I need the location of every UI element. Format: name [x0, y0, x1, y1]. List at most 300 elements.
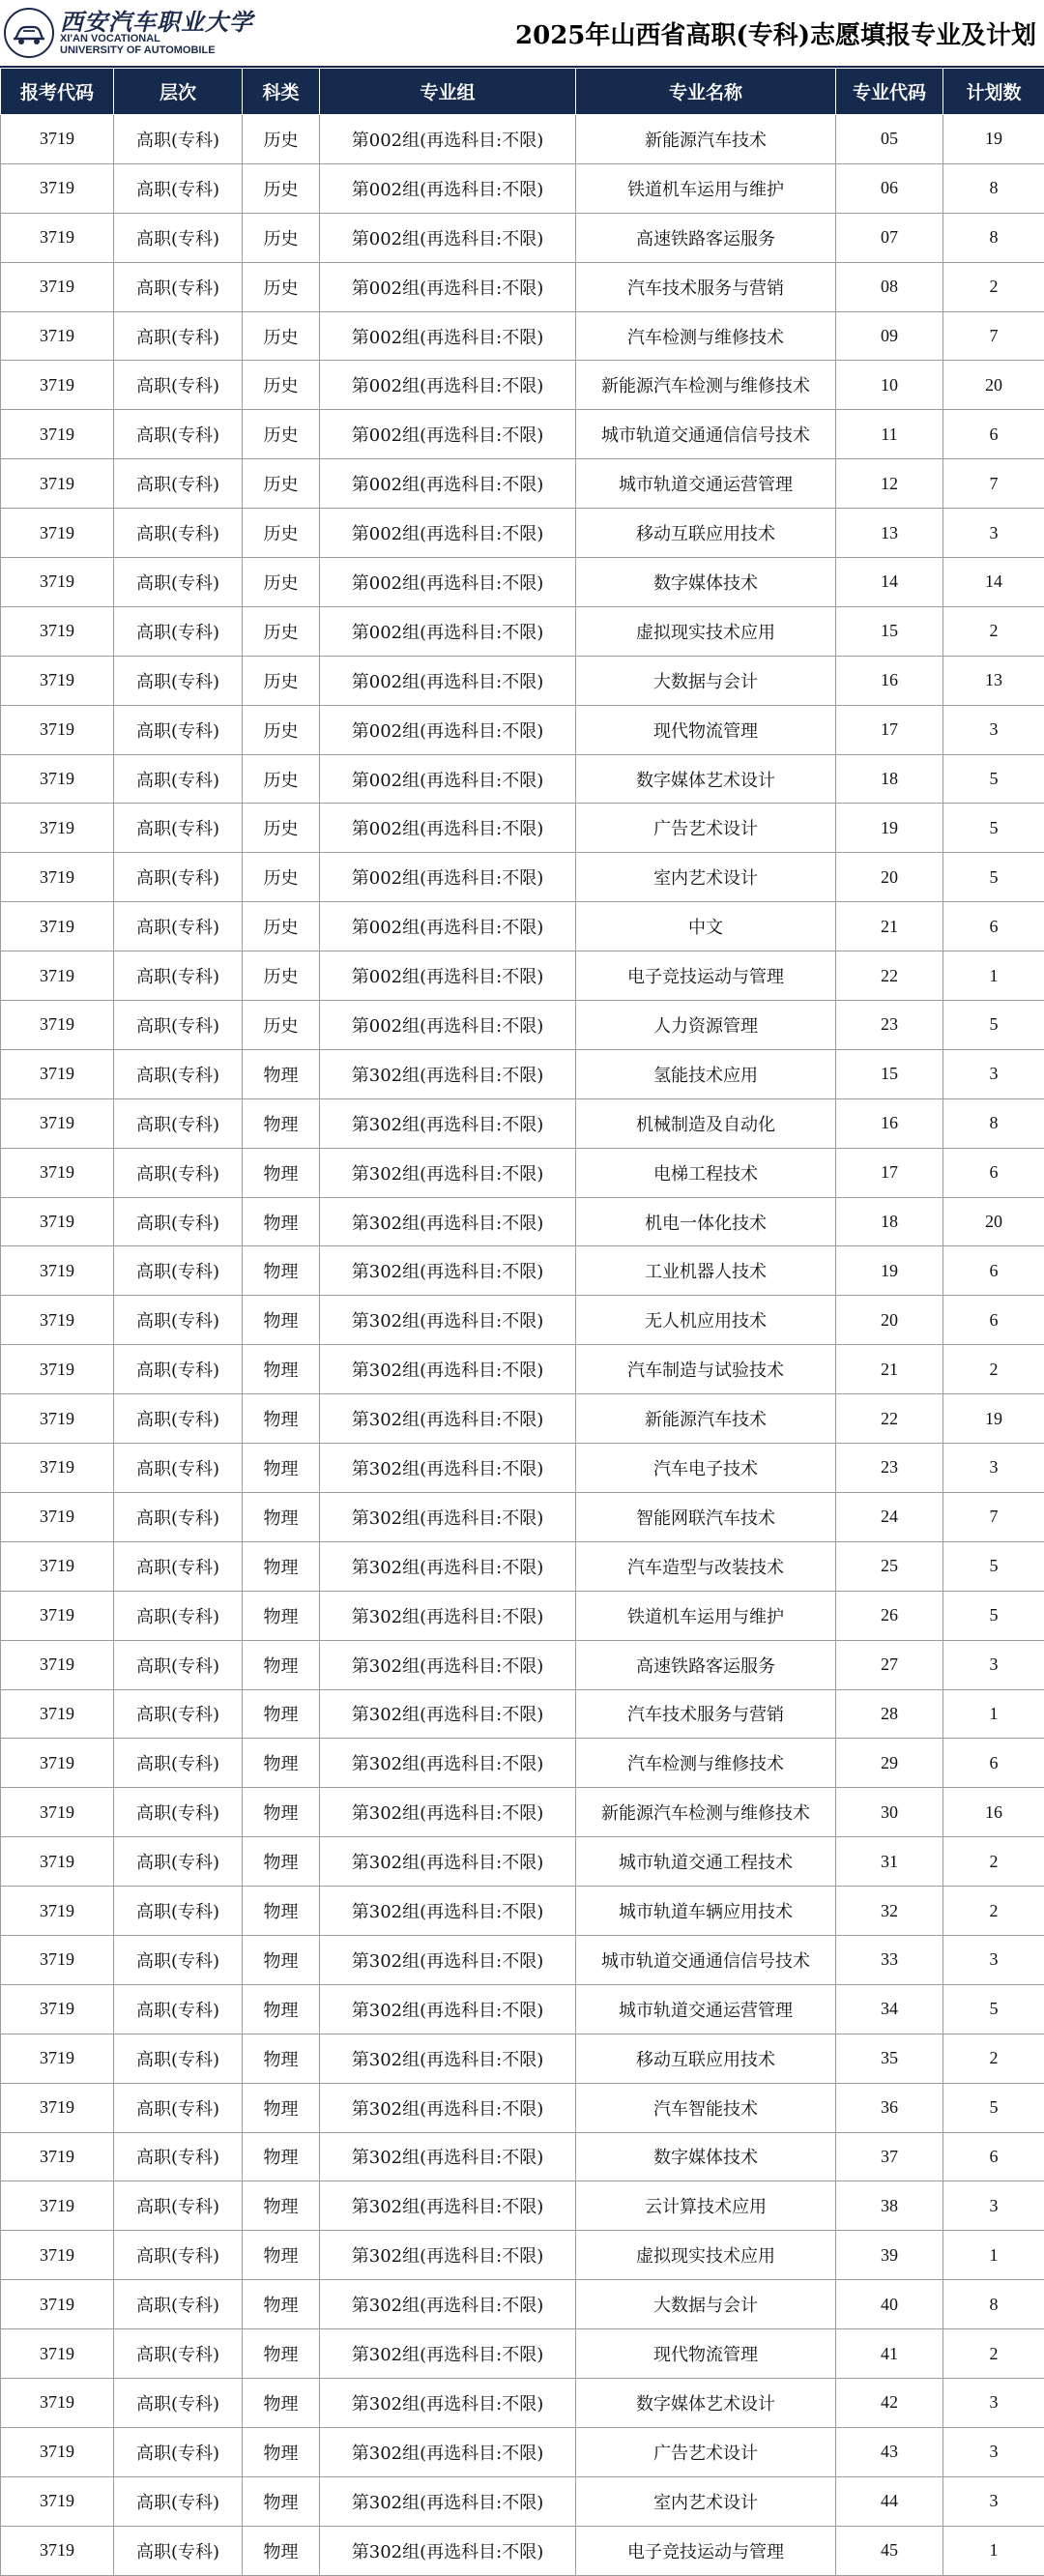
major-group-cell: 第302组(再选科目:不限) — [320, 2231, 576, 2280]
major-group-cell: 第002组(再选科目:不限) — [320, 853, 576, 902]
level-cell: 高职(专科) — [114, 1739, 243, 1788]
subject-track-cell: 历史 — [243, 509, 320, 558]
table-row — [1, 311, 1044, 361]
major-group-cell: 第302组(再选科目:不限) — [320, 2427, 576, 2476]
application-code-cell: 3719 — [1, 2083, 114, 2132]
major-code-cell: 22 — [836, 951, 943, 1001]
major-code-cell: 23 — [836, 1444, 943, 1493]
level-cell: 高职(专科) — [114, 1394, 243, 1444]
major-name-cell: 城市轨道交通运营管理 — [576, 1984, 836, 2034]
table-row — [1, 853, 1044, 902]
table-body — [1, 115, 1044, 2576]
major-name-cell: 高速铁路客运服务 — [576, 1640, 836, 1689]
table-row — [1, 902, 1044, 951]
level-cell: 高职(专科) — [114, 2280, 243, 2329]
major-group-cell: 第302组(再选科目:不限) — [320, 1197, 576, 1246]
table-row — [1, 1001, 1044, 1050]
level-cell: 高职(专科) — [114, 115, 243, 164]
application-code-cell: 3719 — [1, 1444, 114, 1493]
major-code-cell: 12 — [836, 459, 943, 509]
subject-track-cell: 物理 — [243, 1541, 320, 1591]
plan-count-cell: 3 — [943, 1049, 1044, 1098]
subject-track-cell: 历史 — [243, 1001, 320, 1050]
level-cell: 高职(专科) — [114, 1984, 243, 2034]
application-code-cell: 3719 — [1, 361, 114, 410]
application-code-cell: 3719 — [1, 2034, 114, 2083]
column-header-subject-track: 科类 — [243, 69, 320, 115]
major-group-cell: 第002组(再选科目:不限) — [320, 606, 576, 656]
major-name-cell: 新能源汽车技术 — [576, 1394, 836, 1444]
major-name-cell: 无人机应用技术 — [576, 1296, 836, 1345]
subject-track-cell: 物理 — [243, 1935, 320, 1984]
major-group-cell: 第302组(再选科目:不限) — [320, 1345, 576, 1394]
plan-count-cell: 6 — [943, 902, 1044, 951]
major-name-cell: 工业机器人技术 — [576, 1246, 836, 1296]
subject-track-cell: 历史 — [243, 213, 320, 262]
application-code-cell: 3719 — [1, 754, 114, 804]
major-group-cell: 第302组(再选科目:不限) — [320, 2132, 576, 2181]
table-row — [1, 2329, 1044, 2379]
major-name-cell: 氢能技术应用 — [576, 1049, 836, 1098]
plan-count-cell: 8 — [943, 213, 1044, 262]
level-cell: 高职(专科) — [114, 804, 243, 853]
major-name-cell: 现代物流管理 — [576, 705, 836, 754]
subject-track-cell: 物理 — [243, 2476, 320, 2526]
plan-count-cell: 19 — [943, 1394, 1044, 1444]
plan-count-cell: 1 — [943, 2231, 1044, 2280]
major-group-cell: 第002组(再选科目:不限) — [320, 311, 576, 361]
major-code-cell: 23 — [836, 1001, 943, 1050]
level-cell: 高职(专科) — [114, 311, 243, 361]
subject-track-cell: 物理 — [243, 1296, 320, 1345]
major-group-cell: 第302组(再选科目:不限) — [320, 1640, 576, 1689]
subject-track-cell: 物理 — [243, 1837, 320, 1887]
application-code-cell: 3719 — [1, 1492, 114, 1541]
application-code-cell: 3719 — [1, 606, 114, 656]
level-cell: 高职(专科) — [114, 2526, 243, 2575]
application-code-cell: 3719 — [1, 1148, 114, 1197]
plan-count-cell: 5 — [943, 853, 1044, 902]
major-code-cell: 20 — [836, 853, 943, 902]
plan-count-cell: 19 — [943, 115, 1044, 164]
major-code-cell: 26 — [836, 1591, 943, 1640]
subject-track-cell: 物理 — [243, 1640, 320, 1689]
plan-count-cell: 3 — [943, 1640, 1044, 1689]
major-code-cell: 32 — [836, 1887, 943, 1936]
level-cell: 高职(专科) — [114, 2231, 243, 2280]
subject-track-cell: 物理 — [243, 1739, 320, 1788]
application-code-cell: 3719 — [1, 1541, 114, 1591]
major-code-cell: 45 — [836, 2526, 943, 2575]
application-code-cell: 3719 — [1, 213, 114, 262]
subject-track-cell: 物理 — [243, 1689, 320, 1739]
major-name-cell: 广告艺术设计 — [576, 2427, 836, 2476]
major-code-cell: 25 — [836, 1541, 943, 1591]
major-group-cell: 第002组(再选科目:不限) — [320, 509, 576, 558]
subject-track-cell: 物理 — [243, 1984, 320, 2034]
level-cell: 高职(专科) — [114, 2427, 243, 2476]
level-cell: 高职(专科) — [114, 853, 243, 902]
major-group-cell: 第302组(再选科目:不限) — [320, 2329, 576, 2379]
major-code-cell: 15 — [836, 606, 943, 656]
table-row — [1, 410, 1044, 459]
level-cell: 高职(专科) — [114, 2378, 243, 2427]
major-group-cell: 第302组(再选科目:不限) — [320, 1984, 576, 2034]
application-code-cell: 3719 — [1, 2280, 114, 2329]
subject-track-cell: 物理 — [243, 2132, 320, 2181]
application-code-cell: 3719 — [1, 1788, 114, 1837]
application-code-cell: 3719 — [1, 2476, 114, 2526]
application-code-cell: 3719 — [1, 2378, 114, 2427]
subject-track-cell: 物理 — [243, 1788, 320, 1837]
application-code-cell: 3719 — [1, 1591, 114, 1640]
major-name-cell: 新能源汽车检测与维修技术 — [576, 361, 836, 410]
major-code-cell: 14 — [836, 558, 943, 607]
major-code-cell: 13 — [836, 509, 943, 558]
major-code-cell: 24 — [836, 1492, 943, 1541]
major-group-cell: 第002组(再选科目:不限) — [320, 163, 576, 213]
plan-count-cell: 7 — [943, 1492, 1044, 1541]
subject-track-cell: 物理 — [243, 2378, 320, 2427]
subject-track-cell: 历史 — [243, 115, 320, 164]
application-code-cell: 3719 — [1, 1345, 114, 1394]
plan-count-cell: 2 — [943, 2329, 1044, 2379]
level-cell: 高职(专科) — [114, 656, 243, 705]
car-emblem-icon — [4, 8, 54, 58]
plan-count-cell: 6 — [943, 2132, 1044, 2181]
major-code-cell: 17 — [836, 1148, 943, 1197]
subject-track-cell: 历史 — [243, 606, 320, 656]
application-code-cell: 3719 — [1, 459, 114, 509]
major-name-cell: 城市轨道交通通信信号技术 — [576, 1935, 836, 1984]
subject-track-cell: 历史 — [243, 853, 320, 902]
major-group-cell: 第302组(再选科目:不限) — [320, 2476, 576, 2526]
table-row — [1, 1049, 1044, 1098]
subject-track-cell: 物理 — [243, 2427, 320, 2476]
table-row — [1, 2181, 1044, 2231]
table-row — [1, 1984, 1044, 2034]
major-code-cell: 37 — [836, 2132, 943, 2181]
level-cell: 高职(专科) — [114, 558, 243, 607]
subject-track-cell: 物理 — [243, 1098, 320, 1148]
major-group-cell: 第302组(再选科目:不限) — [320, 1296, 576, 1345]
table-row — [1, 1591, 1044, 1640]
level-cell: 高职(专科) — [114, 1935, 243, 1984]
major-code-cell: 33 — [836, 1935, 943, 1984]
major-code-cell: 08 — [836, 262, 943, 311]
major-group-cell: 第302组(再选科目:不限) — [320, 2083, 576, 2132]
application-code-cell: 3719 — [1, 2132, 114, 2181]
subject-track-cell: 物理 — [243, 2181, 320, 2231]
major-group-cell: 第302组(再选科目:不限) — [320, 1837, 576, 1887]
table-row — [1, 1148, 1044, 1197]
major-code-cell: 20 — [836, 1296, 943, 1345]
table-row — [1, 656, 1044, 705]
major-name-cell: 室内艺术设计 — [576, 853, 836, 902]
plan-count-cell: 5 — [943, 804, 1044, 853]
table-row — [1, 1935, 1044, 1984]
major-group-cell: 第302组(再选科目:不限) — [320, 1148, 576, 1197]
major-code-cell: 16 — [836, 656, 943, 705]
major-name-cell: 高速铁路客运服务 — [576, 213, 836, 262]
major-code-cell: 05 — [836, 115, 943, 164]
plan-count-cell: 3 — [943, 1935, 1044, 1984]
major-group-cell: 第302组(再选科目:不限) — [320, 1887, 576, 1936]
table-row — [1, 115, 1044, 164]
application-code-cell: 3719 — [1, 1837, 114, 1887]
subject-track-cell: 物理 — [243, 1492, 320, 1541]
major-name-cell: 汽车技术服务与营销 — [576, 1689, 836, 1739]
level-cell: 高职(专科) — [114, 1296, 243, 1345]
plan-count-cell: 1 — [943, 2526, 1044, 2575]
plan-count-cell: 5 — [943, 1591, 1044, 1640]
application-code-cell: 3719 — [1, 1739, 114, 1788]
major-group-cell: 第002组(再选科目:不限) — [320, 410, 576, 459]
subject-track-cell: 物理 — [243, 1394, 320, 1444]
plan-count-cell: 2 — [943, 1887, 1044, 1936]
major-group-cell: 第002组(再选科目:不限) — [320, 213, 576, 262]
plan-count-cell: 5 — [943, 754, 1044, 804]
major-name-cell: 汽车制造与试验技术 — [576, 1345, 836, 1394]
subject-track-cell: 物理 — [243, 1246, 320, 1296]
table-row — [1, 558, 1044, 607]
subject-track-cell: 历史 — [243, 558, 320, 607]
table-row — [1, 2427, 1044, 2476]
table-row — [1, 606, 1044, 656]
plan-count-cell: 3 — [943, 2378, 1044, 2427]
table-row — [1, 2378, 1044, 2427]
application-code-cell: 3719 — [1, 1296, 114, 1345]
major-name-cell: 汽车检测与维修技术 — [576, 311, 836, 361]
major-group-cell: 第302组(再选科目:不限) — [320, 1049, 576, 1098]
major-name-cell: 城市轨道车辆应用技术 — [576, 1887, 836, 1936]
table-row — [1, 262, 1044, 311]
column-header-major-name: 专业名称 — [576, 69, 836, 115]
major-name-cell: 汽车检测与维修技术 — [576, 1739, 836, 1788]
plan-count-cell: 6 — [943, 1296, 1044, 1345]
major-code-cell: 30 — [836, 1788, 943, 1837]
table-row — [1, 754, 1044, 804]
application-code-cell: 3719 — [1, 2526, 114, 2575]
major-group-cell: 第302组(再选科目:不限) — [320, 1444, 576, 1493]
major-name-cell: 数字媒体艺术设计 — [576, 2378, 836, 2427]
subject-track-cell: 物理 — [243, 1049, 320, 1098]
level-cell: 高职(专科) — [114, 2476, 243, 2526]
subject-track-cell: 物理 — [243, 1197, 320, 1246]
level-cell: 高职(专科) — [114, 705, 243, 754]
major-group-cell: 第302组(再选科目:不限) — [320, 1541, 576, 1591]
table-row — [1, 1098, 1044, 1148]
level-cell: 高职(专科) — [114, 2083, 243, 2132]
column-header-major-group: 专业组 — [320, 69, 576, 115]
major-name-cell: 云计算技术应用 — [576, 2181, 836, 2231]
major-name-cell: 广告艺术设计 — [576, 804, 836, 853]
major-code-cell: 29 — [836, 1739, 943, 1788]
level-cell: 高职(专科) — [114, 1837, 243, 1887]
subject-track-cell: 物理 — [243, 2034, 320, 2083]
subject-track-cell: 物理 — [243, 2231, 320, 2280]
level-cell: 高职(专科) — [114, 1591, 243, 1640]
subject-track-cell: 物理 — [243, 2083, 320, 2132]
plan-count-cell: 3 — [943, 509, 1044, 558]
major-name-cell: 机械制造及自动化 — [576, 1098, 836, 1148]
plan-count-cell: 3 — [943, 2476, 1044, 2526]
level-cell: 高职(专科) — [114, 2329, 243, 2379]
plan-count-cell: 1 — [943, 1689, 1044, 1739]
subject-track-cell: 历史 — [243, 459, 320, 509]
major-code-cell: 07 — [836, 213, 943, 262]
major-code-cell: 11 — [836, 410, 943, 459]
application-code-cell: 3719 — [1, 262, 114, 311]
major-name-cell: 人力资源管理 — [576, 1001, 836, 1050]
major-code-cell: 19 — [836, 1246, 943, 1296]
application-code-cell: 3719 — [1, 410, 114, 459]
table-row — [1, 1739, 1044, 1788]
level-cell: 高职(专科) — [114, 509, 243, 558]
table-row — [1, 1689, 1044, 1739]
table-row — [1, 1197, 1044, 1246]
application-code-cell: 3719 — [1, 1098, 114, 1148]
major-group-cell: 第002组(再选科目:不限) — [320, 951, 576, 1001]
subject-track-cell: 历史 — [243, 705, 320, 754]
application-code-cell: 3719 — [1, 163, 114, 213]
major-group-cell: 第002组(再选科目:不限) — [320, 804, 576, 853]
table-row — [1, 1296, 1044, 1345]
table-row — [1, 509, 1044, 558]
application-code-cell: 3719 — [1, 509, 114, 558]
major-group-cell: 第302组(再选科目:不限) — [320, 1591, 576, 1640]
major-name-cell: 城市轨道交通工程技术 — [576, 1837, 836, 1887]
logo-english-line-2: UNIVERSITY OF AUTOMOBILE — [60, 45, 253, 57]
table-row — [1, 1444, 1044, 1493]
major-group-cell: 第302组(再选科目:不限) — [320, 1492, 576, 1541]
table-row — [1, 1640, 1044, 1689]
level-cell: 高职(专科) — [114, 459, 243, 509]
subject-track-cell: 历史 — [243, 163, 320, 213]
document-header — [0, 0, 1044, 68]
application-code-cell: 3719 — [1, 2329, 114, 2379]
level-cell: 高职(专科) — [114, 1640, 243, 1689]
level-cell: 高职(专科) — [114, 1492, 243, 1541]
column-header-level: 层次 — [114, 69, 243, 115]
level-cell: 高职(专科) — [114, 1049, 243, 1098]
plan-count-cell: 2 — [943, 262, 1044, 311]
table-row — [1, 2280, 1044, 2329]
major-name-cell: 新能源汽车检测与维修技术 — [576, 1788, 836, 1837]
plan-count-cell: 7 — [943, 311, 1044, 361]
level-cell: 高职(专科) — [114, 1098, 243, 1148]
major-name-cell: 电子竞技运动与管理 — [576, 2526, 836, 2575]
application-code-cell: 3719 — [1, 1049, 114, 1098]
major-name-cell: 数字媒体技术 — [576, 558, 836, 607]
major-code-cell: 09 — [836, 311, 943, 361]
major-name-cell: 电梯工程技术 — [576, 1148, 836, 1197]
major-name-cell: 中文 — [576, 902, 836, 951]
major-name-cell: 大数据与会计 — [576, 656, 836, 705]
plan-count-cell: 16 — [943, 1788, 1044, 1837]
column-header-plan-count: 计划数 — [943, 69, 1044, 115]
major-code-cell: 06 — [836, 163, 943, 213]
level-cell: 高职(专科) — [114, 1197, 243, 1246]
major-code-cell: 16 — [836, 1098, 943, 1148]
major-name-cell: 现代物流管理 — [576, 2329, 836, 2379]
major-group-cell: 第302组(再选科目:不限) — [320, 1689, 576, 1739]
document-title: 2025年山西省高职(专科)志愿填报专业及计划 — [515, 15, 1036, 51]
major-name-cell: 汽车造型与改装技术 — [576, 1541, 836, 1591]
major-group-cell: 第002组(再选科目:不限) — [320, 656, 576, 705]
major-code-cell: 38 — [836, 2181, 943, 2231]
plan-count-cell: 1 — [943, 951, 1044, 1001]
plan-count-cell: 13 — [943, 656, 1044, 705]
plan-count-cell: 5 — [943, 1984, 1044, 2034]
plan-count-cell: 2 — [943, 606, 1044, 656]
enrollment-plan-table — [0, 68, 1044, 2576]
major-name-cell: 城市轨道交通通信信号技术 — [576, 410, 836, 459]
level-cell: 高职(专科) — [114, 1887, 243, 1936]
application-code-cell: 3719 — [1, 1984, 114, 2034]
major-name-cell: 虚拟现实技术应用 — [576, 606, 836, 656]
plan-count-cell: 2 — [943, 1345, 1044, 1394]
major-group-cell: 第302组(再选科目:不限) — [320, 2034, 576, 2083]
major-code-cell: 36 — [836, 2083, 943, 2132]
major-group-cell: 第302组(再选科目:不限) — [320, 2378, 576, 2427]
major-code-cell: 18 — [836, 754, 943, 804]
application-code-cell: 3719 — [1, 2181, 114, 2231]
application-code-cell: 3719 — [1, 902, 114, 951]
major-code-cell: 43 — [836, 2427, 943, 2476]
table-row — [1, 951, 1044, 1001]
major-group-cell: 第302组(再选科目:不限) — [320, 1935, 576, 1984]
major-code-cell: 21 — [836, 902, 943, 951]
major-name-cell: 室内艺术设计 — [576, 2476, 836, 2526]
major-name-cell: 汽车智能技术 — [576, 2083, 836, 2132]
subject-track-cell: 历史 — [243, 951, 320, 1001]
table-row — [1, 2231, 1044, 2280]
subject-track-cell: 物理 — [243, 1591, 320, 1640]
plan-count-cell: 6 — [943, 1739, 1044, 1788]
level-cell: 高职(专科) — [114, 410, 243, 459]
table-row — [1, 163, 1044, 213]
plan-count-cell: 2 — [943, 2034, 1044, 2083]
plan-count-cell: 2 — [943, 1837, 1044, 1887]
major-group-cell: 第302组(再选科目:不限) — [320, 2526, 576, 2575]
level-cell: 高职(专科) — [114, 754, 243, 804]
plan-count-cell: 6 — [943, 1246, 1044, 1296]
application-code-cell: 3719 — [1, 2427, 114, 2476]
table-row — [1, 2526, 1044, 2575]
level-cell: 高职(专科) — [114, 1689, 243, 1739]
plan-count-cell: 3 — [943, 2427, 1044, 2476]
major-code-cell: 10 — [836, 361, 943, 410]
level-cell: 高职(专科) — [114, 2132, 243, 2181]
level-cell: 高职(专科) — [114, 1444, 243, 1493]
level-cell: 高职(专科) — [114, 213, 243, 262]
plan-count-cell: 5 — [943, 1541, 1044, 1591]
subject-track-cell: 物理 — [243, 2329, 320, 2379]
major-group-cell: 第002组(再选科目:不限) — [320, 115, 576, 164]
plan-count-cell: 20 — [943, 361, 1044, 410]
subject-track-cell: 历史 — [243, 262, 320, 311]
plan-count-cell: 5 — [943, 2083, 1044, 2132]
application-code-cell: 3719 — [1, 1246, 114, 1296]
level-cell: 高职(专科) — [114, 606, 243, 656]
application-code-cell: 3719 — [1, 311, 114, 361]
level-cell: 高职(专科) — [114, 262, 243, 311]
application-code-cell: 3719 — [1, 951, 114, 1001]
subject-track-cell: 物理 — [243, 1444, 320, 1493]
table-row — [1, 804, 1044, 853]
level-cell: 高职(专科) — [114, 1788, 243, 1837]
